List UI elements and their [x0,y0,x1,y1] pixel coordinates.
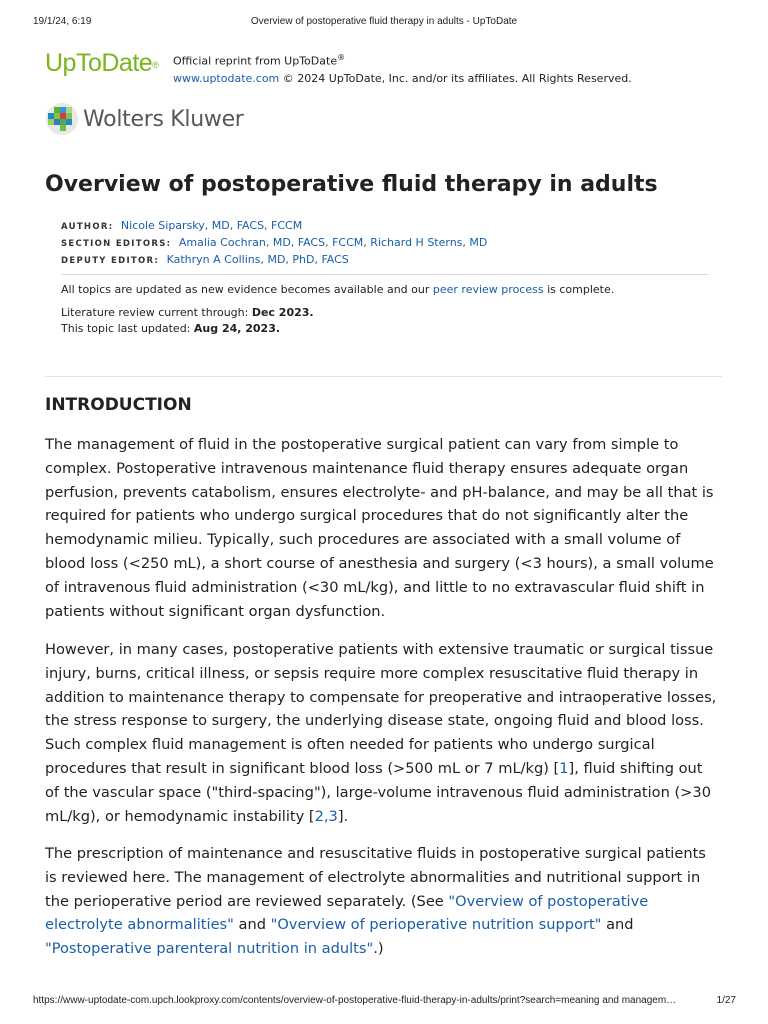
print-title: Overview of postoperative fluid therapy in adults - UpToDate [250,16,518,27]
section-editor-link[interactable]: Richard H Sterns, MD [370,236,488,249]
wolters-kluwer-name: Wolters Kluwer [83,106,244,132]
print-footer [0,995,768,1009]
update-note [61,282,711,298]
paragraph-text: .) [373,940,384,958]
divider [61,274,708,275]
paragraph-text: ]. [337,807,349,825]
update-note-text: All topics are updated as new evidence becomes available and our [61,283,433,296]
peer-review-link[interactable]: peer review process [432,283,544,296]
author-link[interactable]: Nicole Siparsky, MD, FACS, FCCM [120,219,303,232]
section-editor-link[interactable]: Amalia Cochran, MD, FACS, FCCM [178,236,364,249]
copyright-text: © 2024 UpToDate, Inc. and/or its affiliates. All Rights Reserved. [279,71,632,85]
reprint-notice [173,49,632,87]
paragraph-text: The prescription of maintenance and resuscitative fluids in postoperative surgical patients is reviewed here. The management of electrolyte abnormalities and nutritional support in the perioperative period are reviewed separately. (See [45,845,706,910]
last-updated-label: This topic last updated: [61,322,194,335]
topic-link[interactable]: "Postoperative parenteral nutrition in adults" [45,940,374,958]
print-date: 19/1/24, 6:19 [33,16,92,27]
print-url: https://www-uptodate-com.upch.lookproxy.com/contents/overview-of-postoperative-fluid-therapy-in-adults/print?search=meaning and managem… [33,995,677,1006]
divider [45,376,722,377]
contributors [61,218,487,269]
wolters-kluwer-mark-icon [45,102,79,136]
paragraph-text: The management of fluid in the postoperative surgical patient can vary from simple to complex. Postoperative intravenous maintenance fluid therapy ensures adequate organ perfusion, prevents catabolism, ensures electrolyte- and pH-balance, and may be all that is required for patients who undergo surgical procedures that do not significantly alter the hemodynamic milieu. Typically, such procedures are associated with a small volume of blood loss (<250 mL), a short course of anesthesia and surgery (<3 hours), a small volume of intravenous fluid administration (<30 mL/kg), and little to no extravascular fluid shift in patients without significant organ dysfunction. [45,436,714,620]
section-editors-label: SECTION EDITORS: [61,239,172,249]
uptodate-logo-text: UpToDate [45,49,153,77]
paragraph-text: and [601,916,634,934]
topic-link[interactable]: "Overview of perioperative nutrition support" [270,916,602,934]
print-header [0,16,768,30]
registered-mark: ® [152,60,159,70]
section-heading: INTRODUCTION [45,395,192,415]
deputy-editor-label: DEPUTY EDITOR: [61,256,160,266]
topic-link[interactable]: "Overview of postoperative electrolyte abnormalities" [45,892,649,934]
paragraph-text: and [233,916,271,934]
last-updated-date: Aug 24, 2023. [193,322,281,335]
paragraph-text: ], fluid shifting out of the vascular space ("third-spacing"), large-volume intravenous fluid administration (>30 mL/kg), or hemodynamic instability [ [45,759,711,825]
reference-link[interactable]: 2,3 [314,807,338,825]
paragraph [45,433,721,623]
reference-link[interactable]: 1 [559,759,569,777]
author-label: AUTHOR: [61,222,114,232]
paragraph [45,842,721,961]
section-editors-row [61,235,487,252]
paragraph [45,638,721,828]
update-note-text: is complete. [543,283,615,296]
reprint-line: Official reprint from UpToDate [173,54,338,68]
page-number: 1/27 [716,995,736,1006]
uptodate-logo[interactable] [45,48,158,78]
author-row [61,218,487,235]
section-editor-separator: , [363,236,371,249]
paragraph-text: However, in many cases, postoperative patients with extensive traumatic or surgical tissue injury, burns, critical illness, or sepsis require more complex resuscitative fluid therapy in addition to maintenance therapy to compensate for preoperative and intraoperative losses, the stress response to surgery, the underlying disease state, ongoing fluid and blood loss. Such complex fluid management is often needed for patients who undergo surgical procedures that result in significant blood loss (>500 mL or 7 mL/kg) [ [45,641,717,777]
lit-review-date: Dec 2023. [251,306,314,319]
article-title: Overview of postoperative fluid therapy in adults [45,172,658,197]
deputy-editor-row [61,252,487,269]
lit-review-label: Literature review current through: [61,306,252,319]
reprint-mark: ® [337,53,346,62]
deputy-editor-link[interactable]: Kathryn A Collins, MD, PhD, FACS [166,253,349,266]
review-dates [61,305,314,337]
site-link[interactable]: www.uptodate.com [173,71,280,85]
wolters-kluwer-logo [45,102,244,136]
